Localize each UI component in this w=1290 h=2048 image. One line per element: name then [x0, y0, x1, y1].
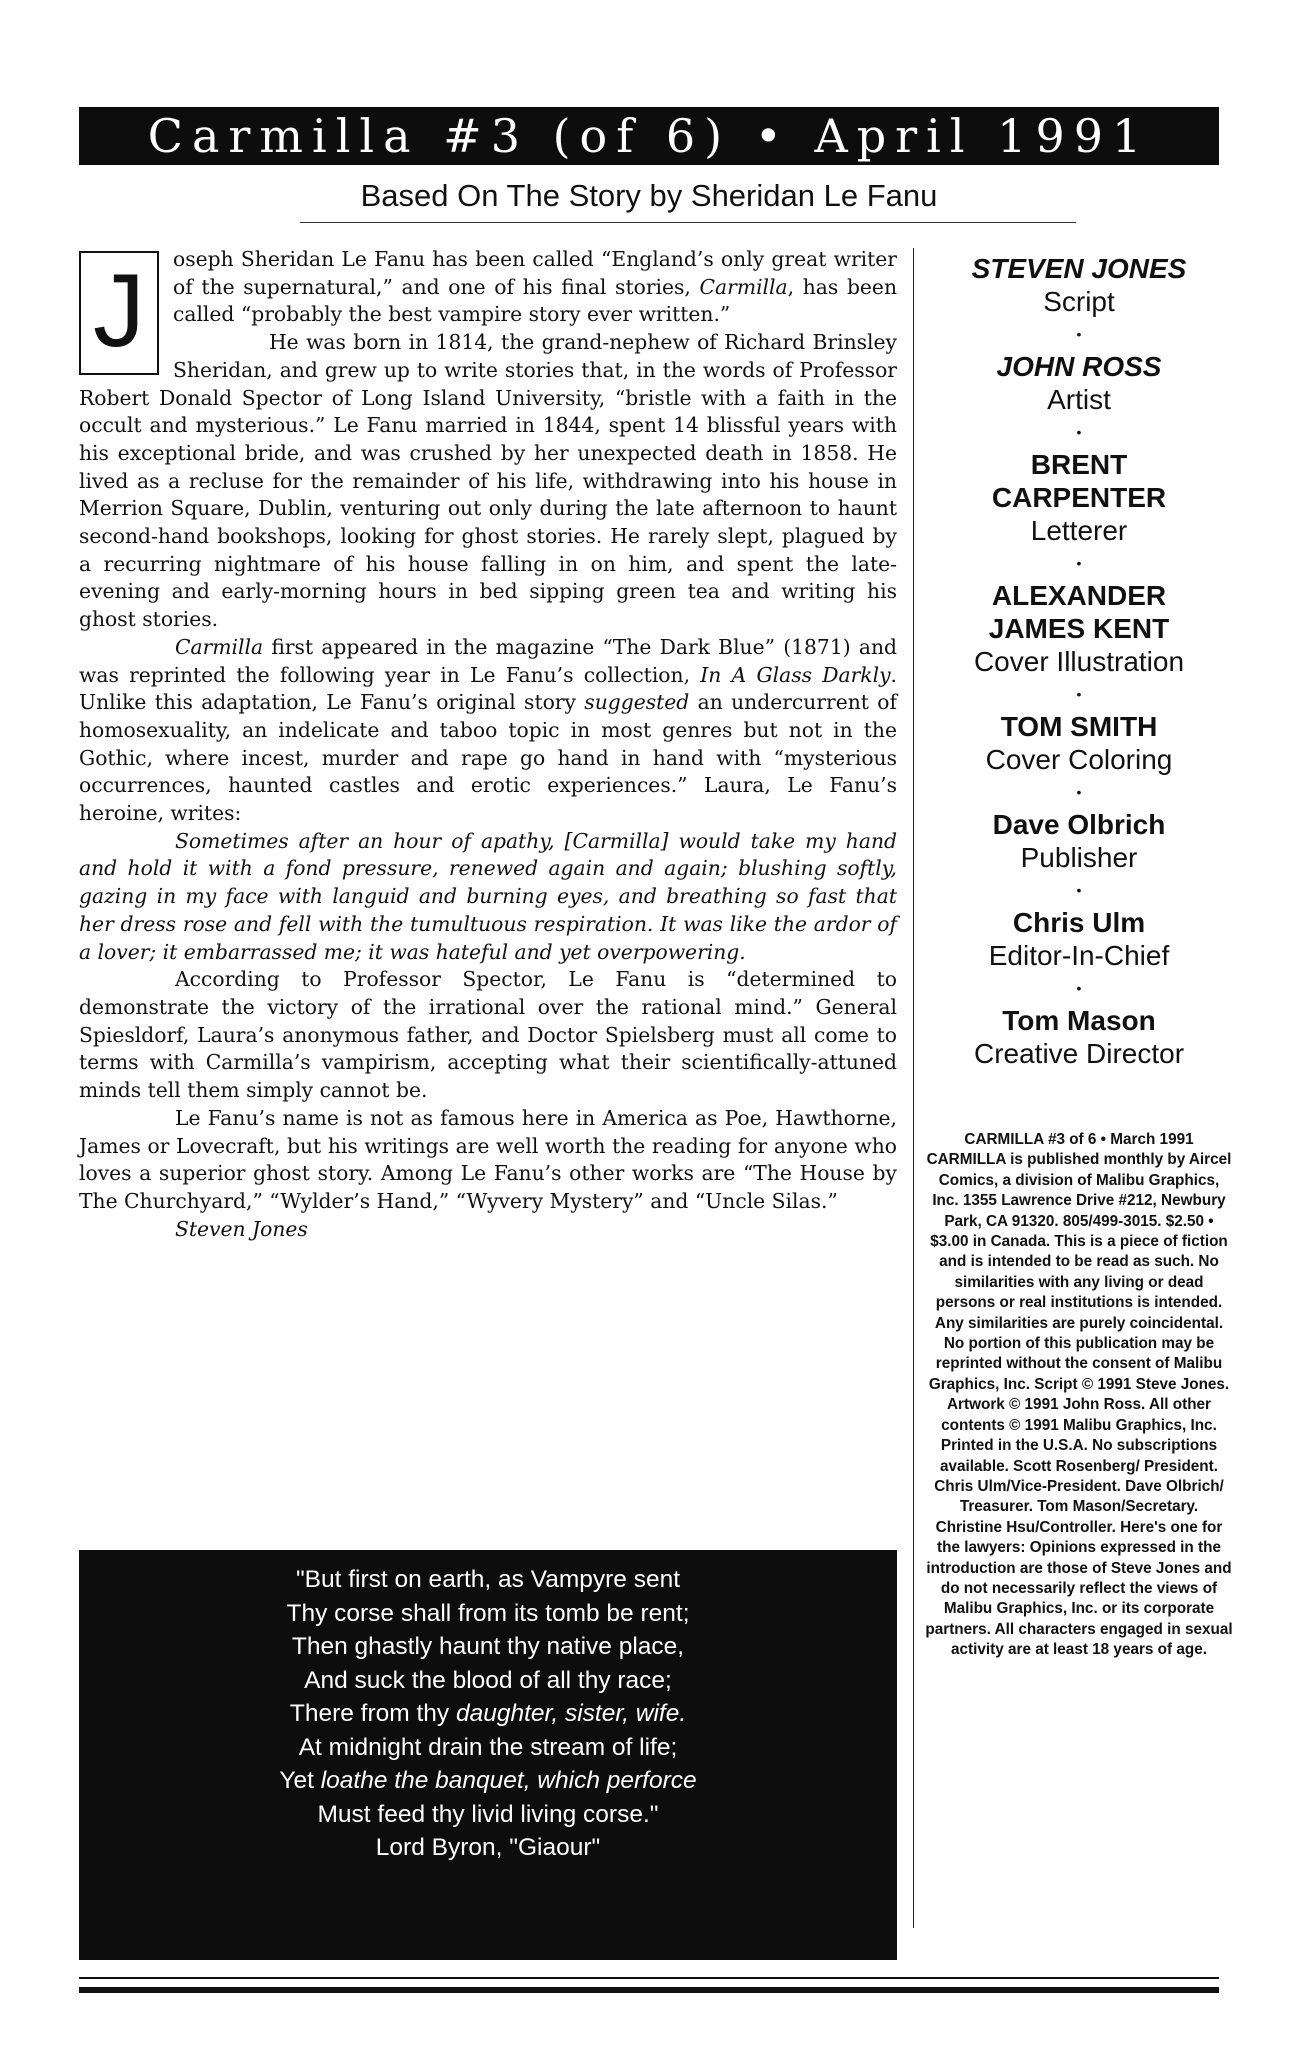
bullet-separator: •: [1076, 882, 1082, 898]
drop-cap: J: [79, 251, 159, 375]
article-paragraph-4: According to Professor Spector, Le Fanu is “determined to demonstrate the victory of the irrational over the rational mind.” General Spiesldorf, Laura’s anonymous father, and Doctor Spielsberg must all come to terms with Carmilla’s vampirism, accepting what their scientifically-attuned minds tell them simply cannot be.: [79, 967, 897, 1103]
footer-rule: [79, 1977, 1219, 1979]
poem-line: Must feed thy livid living corse.": [317, 1800, 659, 1828]
credit-role: Editor-In-Chief: [988, 940, 1170, 971]
credit-role: Artist: [1047, 384, 1111, 415]
article-paragraph-3: Carmilla first appeared in the magazine “The Dark Blue” (1871) and was reprinted the following year in Le Fanu’s collection, In A Glass Darkly. Unlike this adaptation, Le Fanu’s original story suggested an undercurrent of homosexuality, an indelicate and taboo topic in most genres but not in the Gothic, where incest, murder and rape go hand in hand with “mysterious occurrences, haunted castles and erotic experiences.” Laura, Le Fanu’s heroine, writes:: [79, 634, 897, 826]
credits-column: [920, 252, 1238, 1070]
article-paragraph-2: He was born in 1814, the grand-nephew of Richard Brinsley Sheridan, and grew up to write stories that, in the words of Professor Robert Donald Spector of Long Island University, “bristle with a faith in the occult and mysterious.” Le Fanu married in 1844, spent 14 blissful years with his exceptional bride, and was crushed by her unexpected death in 1858. He lived as a recluse for the remainder of his life, withdrawing into his house in Merrion Square, Dublin, venturing out only during the late afternoon to haunt second-hand bookshops, looking for ghost stories. He rarely slept, plagued by a recurring nightmare of his house falling in on him, and spent the late-evening and early-morning hours in bed sipping green tea and writing his ghost stories.: [79, 330, 897, 632]
credit-role: Creative Director: [973, 1038, 1185, 1069]
poem-line: Yet loathe the banquet, which perforce: [279, 1767, 697, 1794]
credit-name: STEVEN JONES: [971, 253, 1187, 284]
bullet-separator: •: [1076, 980, 1082, 996]
article-paragraph-1: J oseph Sheridan Le Fanu has been called “England’s only great writer of the supernatural,” and one of his final stories, Carmilla, has been called “probably the best vampire story ever written.”: [79, 246, 897, 329]
footer-rule-thick: [79, 1987, 1219, 1993]
credit-role: Cover Illustration: [973, 646, 1185, 677]
author-signature: Steven Jones: [175, 1216, 308, 1241]
issue-title-bar: [79, 107, 1219, 165]
article-paragraph-5: Le Fanu’s name is not as famous here in America as Poe, Hawthorne, James or Lovecraft, but his writings are well worth the reading for anyone who loves a superior ghost story. Among Le Fanu’s other works are “The House by The Churchyard,” “Wylder’s Hand,” “Wyvery Mystery” and “Uncle Silas.”: [79, 1105, 897, 1213]
poem-line: Then ghastly haunt thy native place,: [291, 1633, 685, 1660]
issue-title: Carmilla #3 (of 6) • April 1991: [147, 109, 1151, 163]
credit-name: CARPENTER: [991, 482, 1167, 513]
bullet-separator: •: [1076, 326, 1082, 342]
poem-line: There from thy daughter, sister, wife.: [289, 1700, 687, 1727]
credit-name: BRENT: [1030, 449, 1128, 480]
poem-line: "But first on earth, as Vampyre sent: [295, 1566, 681, 1593]
credit-role: Script: [1043, 286, 1115, 317]
bullet-separator: •: [1076, 784, 1082, 800]
intro-article: [79, 246, 897, 1243]
credit-name: Dave Olbrich: [992, 809, 1166, 840]
bullet-separator: •: [1076, 555, 1082, 571]
subtitle-rule: [300, 222, 1076, 223]
poem-box: [79, 1550, 897, 1960]
story-credit-subtitle: Based On The Story by Sheridan Le Fanu: [360, 178, 938, 213]
column-divider: [913, 248, 914, 1928]
poem-line: Thy corse shall from its tomb be rent;: [286, 1599, 690, 1627]
poem-line: And suck the blood of all thy race;: [304, 1666, 672, 1694]
credit-name: Chris Ulm: [1012, 907, 1146, 938]
poem-attribution: Lord Byron, "Giaour": [375, 1834, 601, 1861]
bullet-separator: •: [1076, 424, 1082, 440]
block-quote: Sometimes after an hour of apathy, [Carmilla] would take my hand and hold it with a fond pressure, renewed again and again; blushing softly, gazing in my face with languid and burning eyes, and breathing so fast that her dress rose and fell with the tumultuous respiration. It was like the ardor of a lover; it embarrassed me; it was hateful and yet overpowering.: [79, 828, 897, 964]
publication-indicia: CARMILLA #3 of 6 • March 1991 CARMILLA is published monthly by Aircel Comics, a division of Malibu Graphics, Inc. 1355 Lawrence Drive #212, Newbury Park, CA 91320. 805/499-3015. $2.50 • $3.00 in Canada. This is a piece of fiction and is intended to be read as such. No similarities with any living or dead persons or real institutions is intended. Any similarities are purely coincidental. No portion of this publication may be reprinted without the consent of Malibu Graphics, Inc. Script © 1991 Steve Jones. Artwork © 1991 John Ross. All other contents © 1991 Malibu Graphics, Inc. Printed in the U.S.A. No subscriptions available. Scott Rosenberg/ President. Chris Ulm/Vice-President. Dave Olbrich/ Treasurer. Tom Mason/Secretary. Christine Hsu/Controller. Here's one for the lawyers: Opinions expressed in the introduction are those of Steve Jones and do not necessarily reflect the views of Malibu Graphics, Inc. or its corporate partners. All characters engaged in sexual activity are at least 18 years of age.: [925, 1131, 1233, 1659]
credit-role: Publisher: [1020, 842, 1138, 873]
credit-name: JOHN ROSS: [996, 351, 1162, 382]
credit-name: TOM SMITH: [1000, 711, 1158, 742]
book-title: Carmilla: [699, 274, 788, 299]
credit-name: Tom Mason: [1002, 1005, 1156, 1036]
credit-role: Cover Coloring: [985, 744, 1173, 775]
bullet-separator: •: [1076, 686, 1082, 702]
credit-name: JAMES KENT: [988, 613, 1170, 644]
poem-line: At midnight drain the stream of life;: [298, 1733, 678, 1761]
credit-name: ALEXANDER: [991, 580, 1167, 611]
credit-role: Letterer: [1030, 515, 1128, 546]
